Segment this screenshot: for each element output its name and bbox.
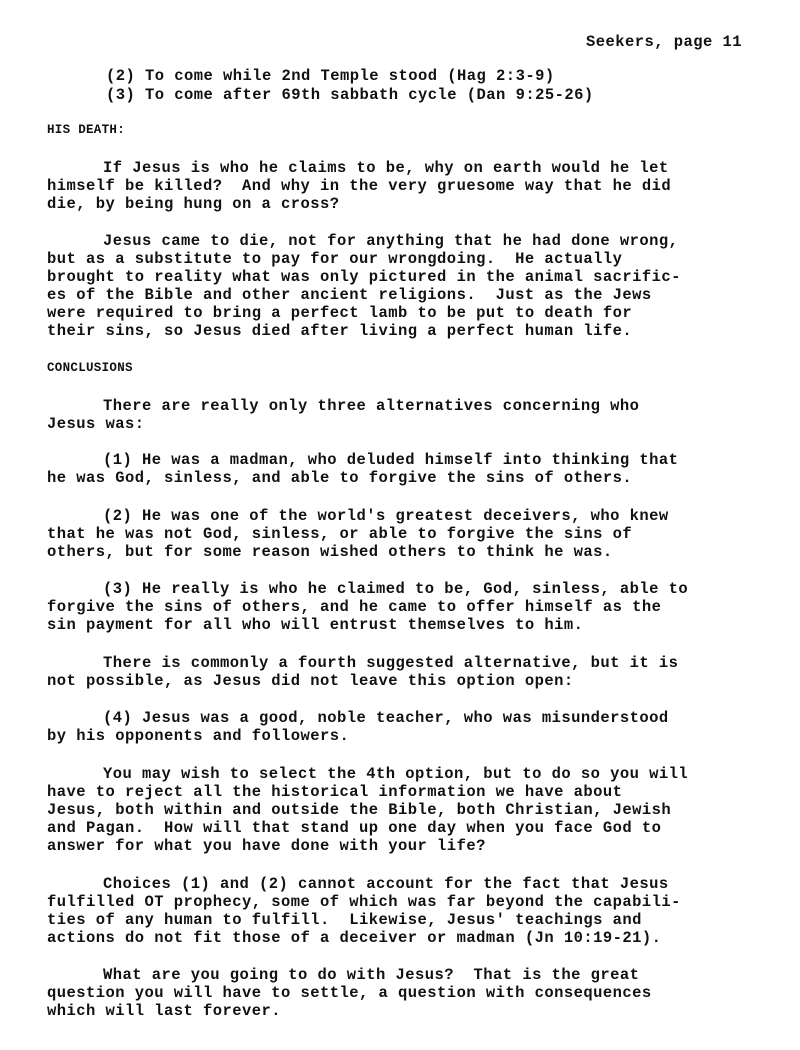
text-line: which will last forever. [47, 1002, 282, 1020]
text-line: brought to reality what was only pictured in the animal sacrific- [47, 268, 681, 286]
text-line: Choices (1) and (2) cannot account for the fact that Jesus [103, 875, 669, 893]
text-line: others, but for some reason wished others to think he was. [47, 543, 613, 561]
text-line: but as a substitute to pay for our wrongdoing. He actually [47, 250, 623, 268]
text-line: die, by being hung on a cross? [47, 195, 340, 213]
prophecy-item: (3) To come after 69th sabbath cycle (Dan 9:25-26) [106, 86, 594, 104]
text-line: he was God, sinless, and able to forgive the sins of others. [47, 469, 633, 487]
text-line: fulfilled OT prophecy, some of which was far beyond the capabili- [47, 893, 681, 911]
text-line: (3) He really is who he claimed to be, God, sinless, able to [103, 580, 689, 598]
heading-conclusions: CONCLUSIONS [47, 361, 133, 375]
text-line: There are really only three alternatives concerning who [103, 397, 640, 415]
text-line: not possible, as Jesus did not leave this option open: [47, 672, 574, 690]
text-line: were required to bring a perfect lamb to be put to death for [47, 304, 633, 322]
text-line: Jesus was: [47, 415, 145, 433]
text-line: (4) Jesus was a good, noble teacher, who was misunderstood [103, 709, 669, 727]
text-line: You may wish to select the 4th option, but to do so you will [103, 765, 689, 783]
text-line: their sins, so Jesus died after living a perfect human life. [47, 322, 633, 340]
prophecy-item: (2) To come while 2nd Temple stood (Hag 2:3-9) [106, 67, 555, 85]
text-line: There is commonly a fourth suggested alternative, but it is [103, 654, 679, 672]
text-line: have to reject all the historical information we have about [47, 783, 623, 801]
text-line: Jesus came to die, not for anything that he had done wrong, [103, 232, 679, 250]
text-line: himself be killed? And why in the very gruesome way that he did [47, 177, 672, 195]
text-line: ties of any human to fulfill. Likewise, Jesus' teachings and [47, 911, 642, 929]
page-header: Seekers, page 11 [586, 33, 743, 51]
text-line: es of the Bible and other ancient religions. Just as the Jews [47, 286, 652, 304]
text-line: sin payment for all who will entrust themselves to him. [47, 616, 584, 634]
text-line: question you will have to settle, a question with consequences [47, 984, 652, 1002]
text-line: (1) He was a madman, who deluded himself into thinking that [103, 451, 679, 469]
text-line: If Jesus is who he claims to be, why on earth would he let [103, 159, 669, 177]
text-line: answer for what you have done with your life? [47, 837, 486, 855]
text-line: and Pagan. How will that stand up one day when you face God to [47, 819, 662, 837]
text-line: What are you going to do with Jesus? That is the great [103, 966, 640, 984]
text-line: actions do not fit those of a deceiver or madman (Jn 10:19-21). [47, 929, 662, 947]
text-line: Jesus, both within and outside the Bible, both Christian, Jewish [47, 801, 672, 819]
text-line: that he was not God, sinless, or able to forgive the sins of [47, 525, 633, 543]
heading-his-death: HIS DEATH: [47, 123, 126, 137]
text-line: forgive the sins of others, and he came to offer himself as the [47, 598, 662, 616]
text-line: by his opponents and followers. [47, 727, 350, 745]
text-line: (2) He was one of the world's greatest deceivers, who knew [103, 507, 669, 525]
